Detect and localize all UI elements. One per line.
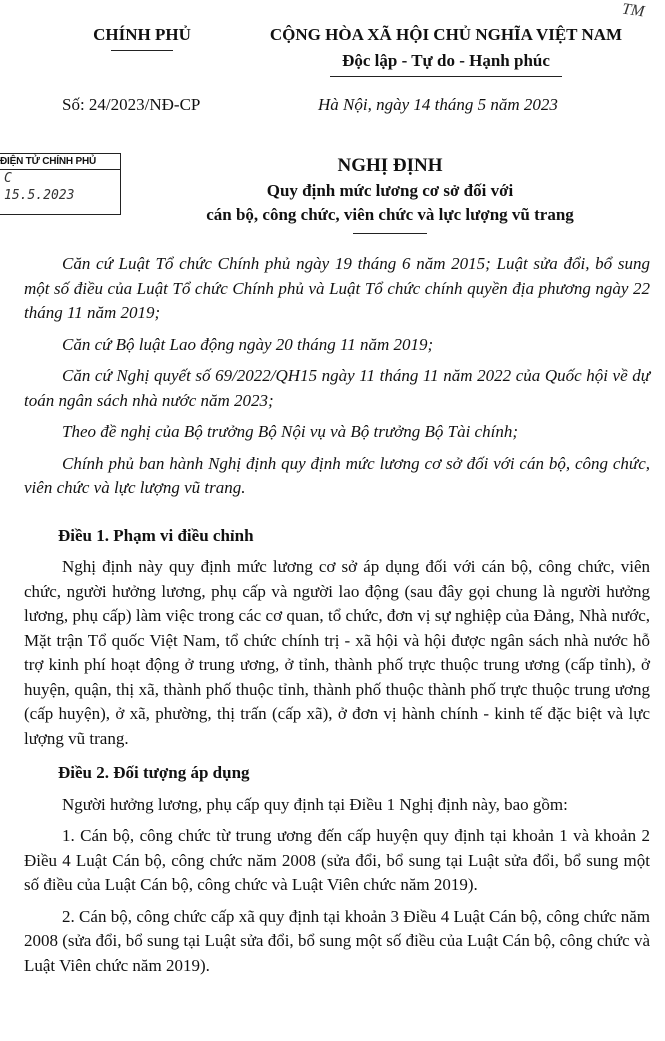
national-motto: Độc lập - Tự do - Hạnh phúc — [342, 51, 550, 70]
receipt-stamp — [0, 153, 121, 215]
article-1-heading: Điều 1. Phạm vi điều chỉnh — [58, 525, 254, 545]
title-underline — [353, 233, 427, 234]
place-date: Hà Nội, ngày 14 tháng 5 năm 2023 — [318, 95, 558, 114]
handwritten-corner-mark: TM — [620, 0, 646, 21]
article-1-body: Nghị định này quy định mức lương cơ sở áp dụng đối với cán bộ, công chức, viên chức, người hưởng lương, phụ cấp và người lao động (sau đây gọi chung là người hưởng lương, phụ cấp) làm việc trong các cơ quan, tổ chức, đơn vị sự nghiệp của Đảng, Nhà nước, Mặt trận Tổ quốc Việt Nam, tổ chức chính trị - xã hội và hội được ngân sách nhà nước hỗ trợ kinh phí hoạt động ở trung ương, ở tỉnh, thành phố trực thuộc trung ương (cấp tỉnh), ở huyện, quận, thị xã, thành phố thuộc tỉnh, thành phố thuộc thành phố trực thuộc trung ương (cấp huyện), ở xã, phường, thị trấn (cấp xã), ở đơn vị hành chính - kinh tế đặc biệt và lực lượng vũ trang. — [24, 557, 650, 748]
stamp-handwriting-2: 15.5.2023 — [4, 188, 75, 203]
motto-underline — [330, 76, 562, 77]
preamble-paragraph: Căn cứ Luật Tổ chức Chính phủ ngày 19 tháng 6 năm 2015; Luật sửa đổi, bổ sung một số điều của Luật Tổ chức Chính phủ và Luật Tổ chức chính quyền địa phương ngày 22 tháng 11 năm 2019; — [24, 254, 650, 322]
national-title-block — [236, 22, 656, 77]
agency-underline — [111, 50, 173, 51]
article-2-item-1: 1. Cán bộ, công chức từ trung ương đến cấp huyện quy định tại khoản 1 và khoản 2 Điều 4 Luật Cán bộ, công chức năm 2008 (sửa đổi, bổ sung tại Luật sửa đổi, bổ sung một số điều của Luật Cán bộ, công chức và Luật Viên chức năm 2019). — [24, 826, 650, 894]
stamp-handwriting-1: C — [4, 171, 12, 186]
decree-title-block — [120, 153, 660, 234]
preamble-paragraph: Theo đề nghị của Bộ trưởng Bộ Nội vụ và Bộ trưởng Bộ Tài chính; — [62, 422, 518, 441]
article-2-intro: Người hưởng lương, phụ cấp quy định tại Điều 1 Nghị định này, bao gồm: — [62, 794, 568, 814]
decree-subtitle-line1: Quy định mức lương cơ sở đối với — [266, 181, 514, 200]
article-2-item-2: 2. Cán bộ, công chức cấp xã quy định tại khoản 3 Điều 4 Luật Cán bộ, công chức năm 2008 (sửa đổi, bổ sung tại Luật sửa đổi, bổ sung một số điều của Luật Cán bộ, công chức và Luật Viên chức năm 2019). — [24, 906, 650, 975]
document-body — [24, 252, 650, 978]
national-title: CỘNG HÒA XÃ HỘI CHỦ NGHĨA VIỆT NAM — [269, 25, 623, 44]
decree-title: NGHỊ ĐỊNH — [337, 155, 443, 176]
preamble-paragraph: Căn cứ Nghị quyết số 69/2022/QH15 ngày 11 tháng 11 năm 2022 của Quốc hội về dự toán ngân sách nhà nước năm 2023; — [24, 366, 650, 410]
decree-subtitle-line2: cán bộ, công chức, viên chức và lực lượng vũ trang — [206, 205, 574, 224]
preamble-paragraph: Chính phủ ban hành Nghị định quy định mức lương cơ sở đối với cán bộ, công chức, viên chức và lực lượng vũ trang. — [24, 453, 650, 497]
issuing-agency: CHÍNH PHỦ — [93, 25, 191, 44]
stamp-label: ĐIỆN TỬ CHÍNH PHỦ — [0, 154, 120, 170]
issuing-agency-block — [62, 22, 222, 51]
document-number: Số: 24/2023/NĐ-CP — [62, 95, 201, 114]
preamble-paragraph: Căn cứ Bộ luật Lao động ngày 20 tháng 11 năm 2019; — [62, 334, 434, 354]
article-2-heading: Điều 2. Đối tượng áp dụng — [58, 763, 250, 782]
